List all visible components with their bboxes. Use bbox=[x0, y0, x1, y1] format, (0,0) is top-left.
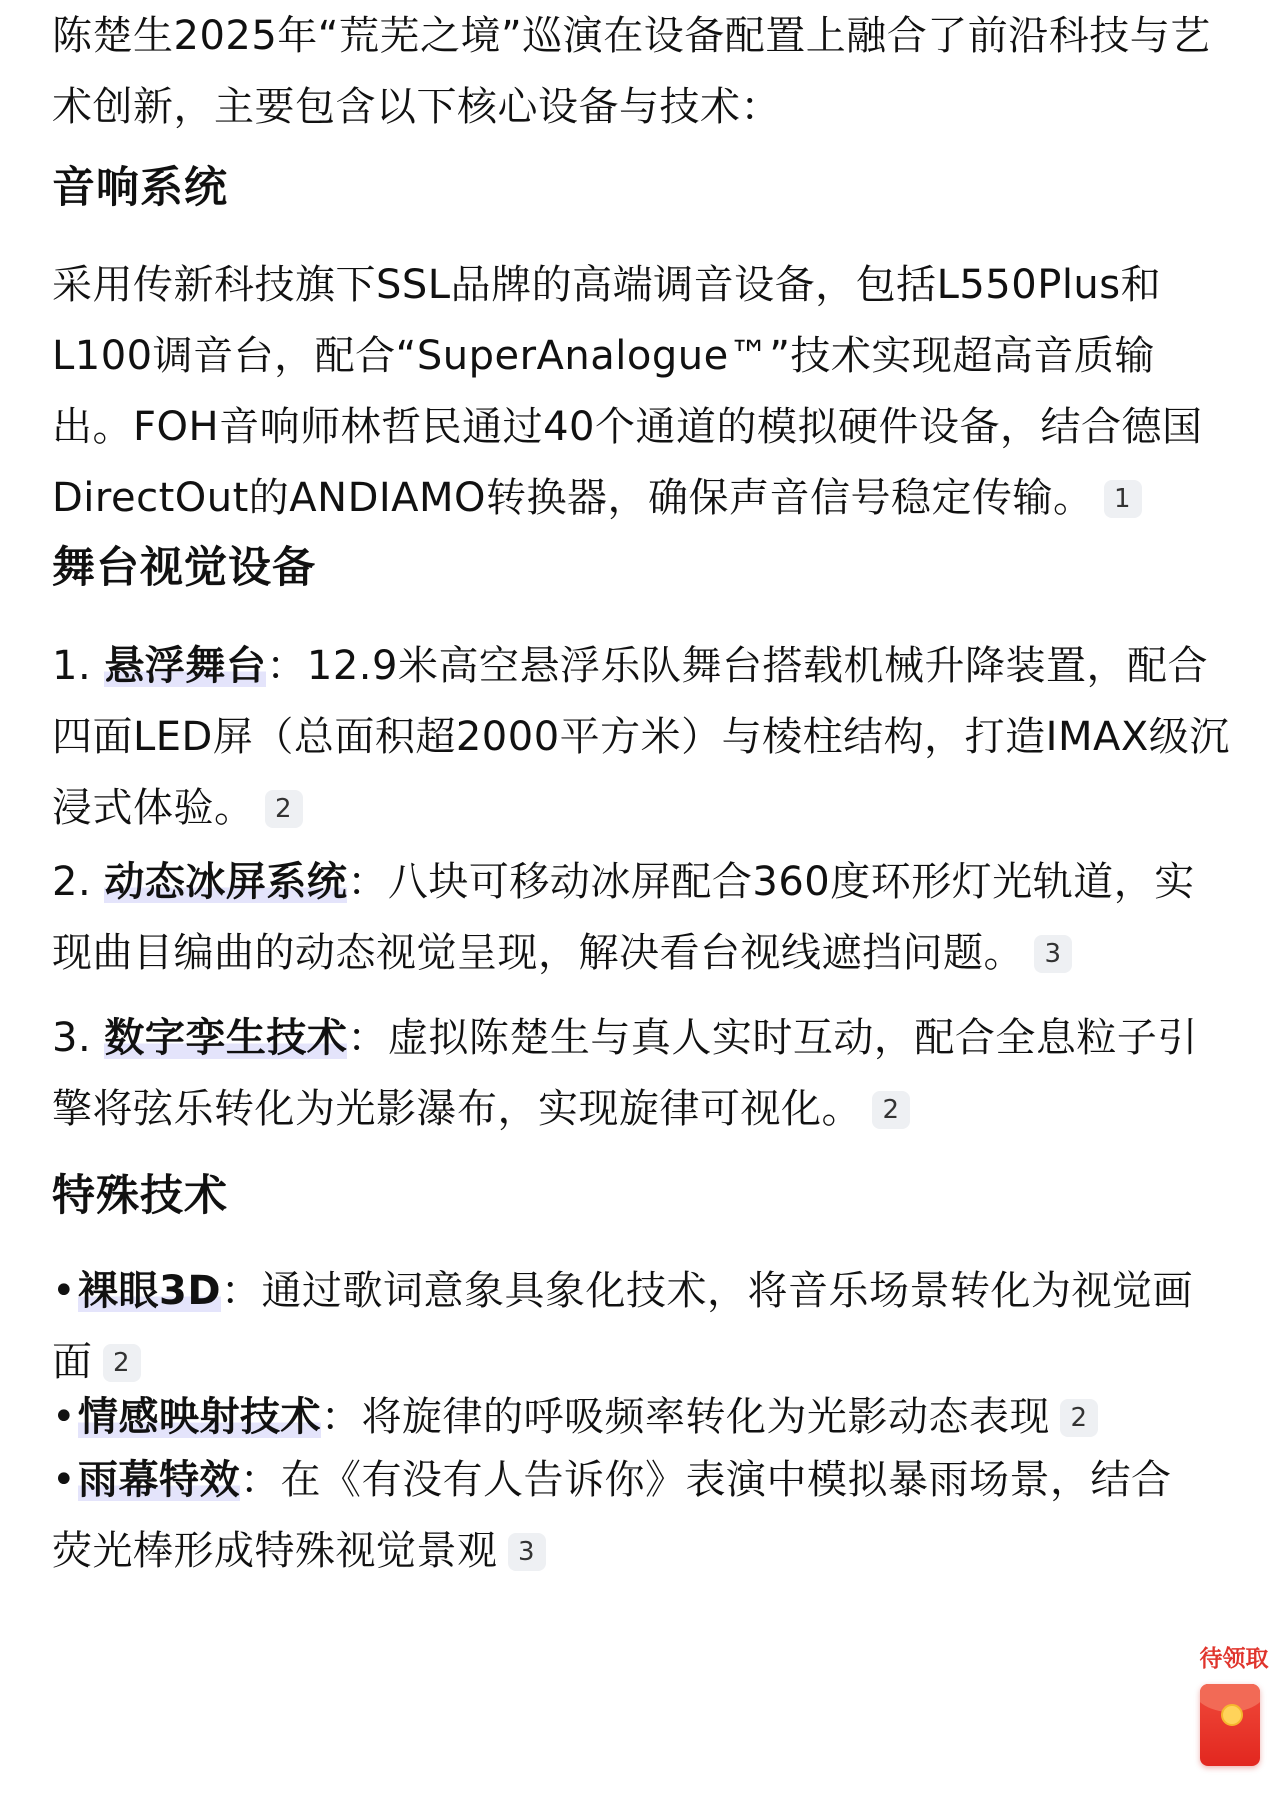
audio-text: 采用传新科技旗下SSL品牌的高端调音设备，包括L550Plus和L100调音台，配合“SuperAnalogue™”技术实现超高音质输出。FOH音响师林哲民通过40个通道的模拟硬件设备，结合德国DirectOut的ANDIAMO转换器，确保声音信号稳定传输。 bbox=[52, 262, 1203, 521]
term-separator: ： bbox=[240, 1457, 281, 1503]
item-number: 3. bbox=[52, 1015, 92, 1061]
citation-badge[interactable]: 2 bbox=[872, 1091, 910, 1129]
bullet: • bbox=[52, 1457, 77, 1503]
special-item-3 bbox=[52, 1445, 1192, 1587]
term-highlight: 雨幕特效 bbox=[78, 1457, 240, 1503]
term-highlight: 动态冰屏系统 bbox=[104, 859, 348, 905]
item-text: 12.9米高空悬浮乐队舞台搭载机械升降装置，配合四面LED屏（总面积超2000平方米）与棱柱结构，打造IMAX级沉浸式体验。 bbox=[52, 643, 1230, 831]
citation-badge[interactable]: 2 bbox=[103, 1344, 141, 1382]
visual-item-2 bbox=[52, 847, 1232, 989]
red-envelope-widget[interactable] bbox=[1194, 1640, 1274, 1780]
term-highlight: 数字孪生技术 bbox=[104, 1015, 348, 1061]
term-separator: ： bbox=[266, 643, 307, 689]
term-highlight: 裸眼3D bbox=[78, 1268, 222, 1314]
term-separator: ： bbox=[347, 1015, 388, 1061]
intro-paragraph: 陈楚生2025年“荒芜之境”巡演在设备配置上融合了前沿科技与艺术创新，主要包含以下核心设备与技术： bbox=[52, 13, 1211, 130]
heading-audio-system: 音响系统 bbox=[52, 163, 228, 213]
heading-stage-visual: 舞台视觉设备 bbox=[52, 543, 316, 593]
visual-item-1 bbox=[52, 631, 1232, 844]
red-envelope-icon[interactable] bbox=[1200, 1684, 1260, 1766]
special-item-1 bbox=[52, 1256, 1232, 1398]
item-text: 虚拟陈楚生与真人实时互动，配合全息粒子引擎将弦乐转化为光影瀑布，实现旋律可视化。 bbox=[52, 1015, 1198, 1132]
audio-paragraph bbox=[52, 250, 1232, 534]
item-text: 在《有没有人告诉你》表演中模拟暴雨场景，结合荧光棒形成特殊视觉景观 bbox=[52, 1457, 1172, 1574]
item-text: 通过歌词意象具象化技术，将音乐场景转化为视觉画面 bbox=[52, 1268, 1194, 1385]
bullet: • bbox=[52, 1268, 77, 1314]
item-number: 1. bbox=[52, 643, 92, 689]
term-highlight: 悬浮舞台 bbox=[104, 643, 267, 689]
term-separator: ： bbox=[221, 1268, 262, 1314]
item-text: 将旋律的呼吸频率转化为光影动态表现 bbox=[361, 1394, 1050, 1440]
visual-item-3 bbox=[52, 1003, 1232, 1145]
citation-badge[interactable]: 3 bbox=[1034, 935, 1072, 973]
citation-badge[interactable]: 1 bbox=[1104, 480, 1142, 518]
special-item-2 bbox=[52, 1382, 1232, 1453]
citation-badge[interactable]: 3 bbox=[508, 1533, 546, 1571]
citation-badge[interactable]: 2 bbox=[265, 790, 303, 828]
citation-badge[interactable]: 2 bbox=[1060, 1399, 1098, 1437]
term-separator: ： bbox=[321, 1394, 362, 1440]
term-highlight: 情感映射技术 bbox=[78, 1394, 321, 1440]
item-number: 2. bbox=[52, 859, 92, 905]
heading-special-tech: 特殊技术 bbox=[52, 1171, 228, 1221]
term-separator: ： bbox=[347, 859, 388, 905]
item-text: 八块可移动冰屏配合360度环形灯光轨道，实现曲目编曲的动态视觉呈现，解决看台视线遮挡问题。 bbox=[52, 859, 1195, 976]
bullet: • bbox=[52, 1394, 77, 1440]
red-envelope-label: 待领取 bbox=[1199, 1646, 1269, 1672]
